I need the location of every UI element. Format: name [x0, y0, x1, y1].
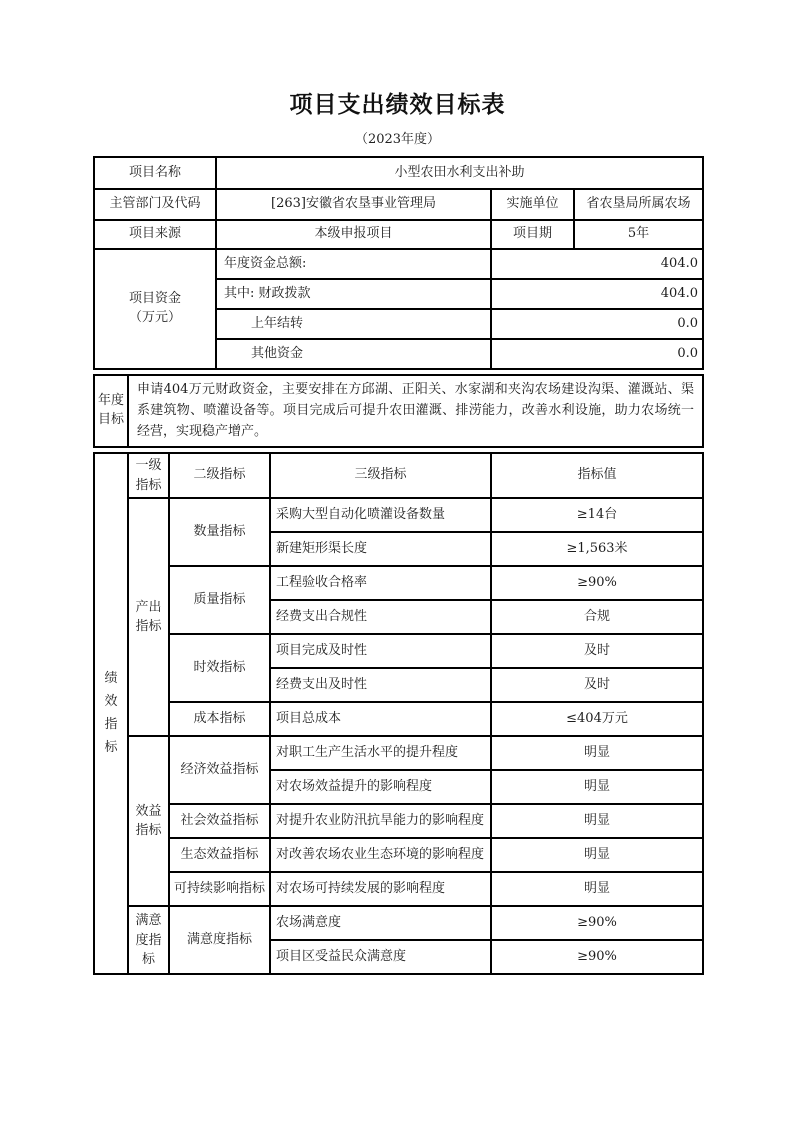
indicator-value-cell: 明显 [491, 770, 703, 804]
header-level3: 三级指标 [270, 453, 491, 498]
level3-cell: 项目完成及时性 [270, 634, 491, 668]
indicator-row [94, 736, 703, 770]
indicator-value-cell: 明显 [491, 736, 703, 770]
indicator-value-cell: 明显 [491, 838, 703, 872]
project-name-label: 项目名称 [94, 157, 216, 189]
page-title: 项目支出绩效目标表 [289, 91, 506, 118]
performance-side-label-text: 绩效指标 [104, 671, 118, 755]
fund-row [94, 249, 703, 279]
level1-cell: 满意度指标 [128, 906, 169, 974]
indicators-table [93, 452, 704, 975]
level1-cell: 效益指标 [128, 736, 169, 906]
document-content [93, 0, 702, 975]
fund-item-value: 0.0 [491, 339, 703, 369]
fund-item-label: 其他资金 [216, 339, 491, 369]
table-row [94, 220, 703, 249]
header-level2: 二级指标 [169, 453, 270, 498]
funds-label-text: 项目资金（万元） [128, 291, 181, 325]
level2-cell: 时效指标 [169, 634, 270, 702]
dept-value: [263]安徽省农垦事业管理局 [216, 189, 491, 220]
level3-cell: 对改善农场农业生态环境的影响程度 [270, 838, 491, 872]
impl-unit-value: 省农垦局所属农场 [574, 189, 703, 220]
level3-cell: 项目总成本 [270, 702, 491, 736]
level3-cell: 工程验收合格率 [270, 566, 491, 600]
level1-cell: 产出指标 [128, 498, 169, 736]
performance-side-label [94, 453, 128, 974]
level3-cell: 对农场可持续发展的影响程度 [270, 872, 491, 906]
level3-cell: 采购大型自动化喷灌设备数量 [270, 498, 491, 532]
indicator-row [94, 906, 703, 940]
fund-item-label: 年度资金总额: [216, 249, 491, 279]
table-row [94, 189, 703, 220]
indicator-value-cell: 及时 [491, 634, 703, 668]
indicator-row [94, 872, 703, 906]
annual-goal-text: 申请404万元财政资金，主要安排在方邱湖、正阳关、水家湖和夹沟农场建设沟渠、灌溉站、渠系建筑物、喷灌设备等。项目完成后可提升农田灌溉、排涝能力，改善水利设施，助力农场统一经营，实现稳产增产。 [128, 375, 703, 447]
fund-item-label: 其中: 财政拨款 [216, 279, 491, 309]
indicator-value-cell: 及时 [491, 668, 703, 702]
basic-info-table [93, 156, 704, 370]
header-value: 指标值 [491, 453, 703, 498]
source-value: 本级申报项目 [216, 220, 491, 249]
table-row [94, 157, 703, 189]
indicator-value-cell: ≥1,563米 [491, 532, 703, 566]
fund-item-label: 上年结转 [216, 309, 491, 339]
indicator-value-cell: 明显 [491, 872, 703, 906]
level3-cell: 对提升农业防汛抗旱能力的影响程度 [270, 804, 491, 838]
impl-unit-label: 实施单位 [491, 189, 574, 220]
indicator-value-cell: ≤404万元 [491, 702, 703, 736]
level2-cell: 可持续影响指标 [169, 872, 270, 906]
indicator-value-cell: 合规 [491, 600, 703, 634]
indicator-value-cell: ≥14台 [491, 498, 703, 532]
level2-cell: 经济效益指标 [169, 736, 270, 804]
level2-cell: 质量指标 [169, 566, 270, 634]
period-label: 项目期 [491, 220, 574, 249]
level2-cell: 数量指标 [169, 498, 270, 566]
period-value: 5年 [574, 220, 703, 249]
header-level1: 一级指标 [128, 453, 169, 498]
level3-cell: 新建矩形渠长度 [270, 532, 491, 566]
indicator-row [94, 566, 703, 600]
level2-cell: 满意度指标 [169, 906, 270, 974]
level3-cell: 对农场效益提升的影响程度 [270, 770, 491, 804]
indicator-value-cell: 明显 [491, 804, 703, 838]
indicators-header-row [94, 453, 703, 498]
fund-item-value: 404.0 [491, 249, 703, 279]
indicator-row [94, 702, 703, 736]
fund-item-value: 404.0 [491, 279, 703, 309]
fund-item-value: 0.0 [491, 309, 703, 339]
source-label: 项目来源 [94, 220, 216, 249]
project-name-value: 小型农田水利支出补助 [216, 157, 703, 189]
indicator-row [94, 804, 703, 838]
funds-label [94, 249, 216, 369]
table-row [94, 375, 703, 447]
indicator-row [94, 498, 703, 532]
level3-cell: 经费支出及时性 [270, 668, 491, 702]
indicator-row [94, 838, 703, 872]
annual-goal-table [93, 374, 704, 448]
level3-cell: 项目区受益民众满意度 [270, 940, 491, 974]
dept-label: 主管部门及代码 [94, 189, 216, 220]
indicator-value-cell: ≥90% [491, 906, 703, 940]
indicator-row [94, 634, 703, 668]
annual-goal-label [94, 375, 128, 447]
level3-cell: 经费支出合规性 [270, 600, 491, 634]
level2-cell: 生态效益指标 [169, 838, 270, 872]
annual-goal-label-text: 年度目标 [97, 393, 124, 428]
level2-cell: 成本指标 [169, 702, 270, 736]
indicator-value-cell: ≥90% [491, 940, 703, 974]
indicator-value-cell: ≥90% [491, 566, 703, 600]
level3-cell: 农场满意度 [270, 906, 491, 940]
level2-cell: 社会效益指标 [169, 804, 270, 838]
level3-cell: 对职工生产生活水平的提升程度 [270, 736, 491, 770]
page-subtitle: （2023年度） [354, 132, 441, 147]
